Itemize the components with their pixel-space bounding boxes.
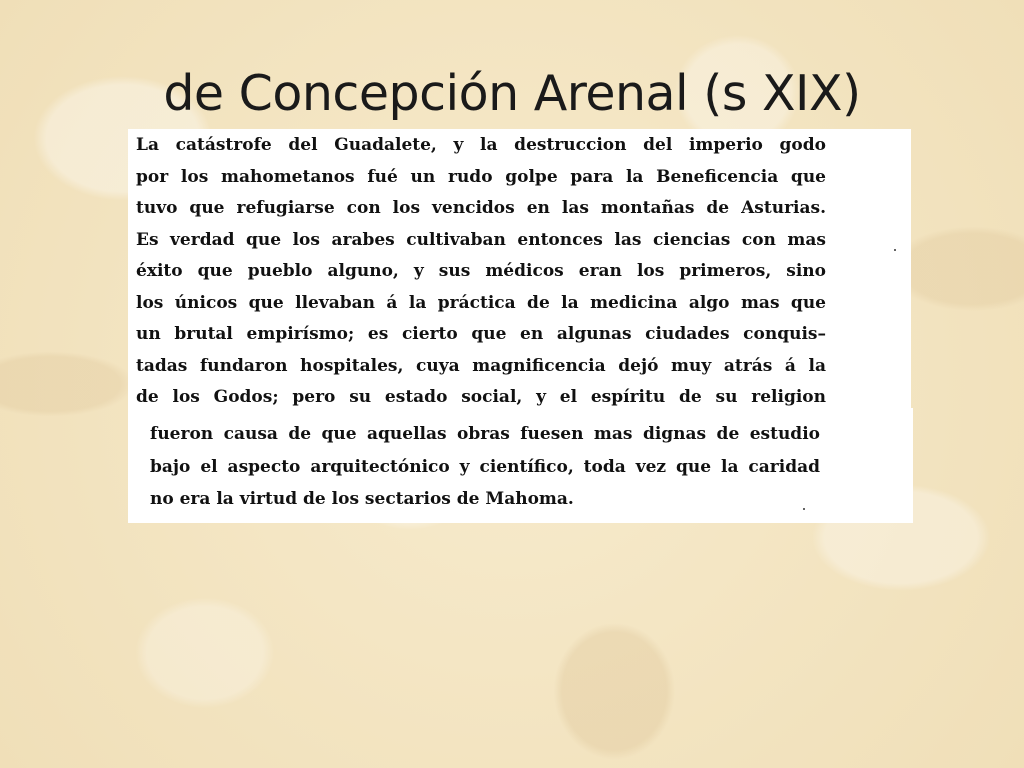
scan-line: tuvo que refugiarse con los vencidos en las montañas de Asturias. [136,198,826,218]
scan-line: los únicos que llevaban á la práctica de la medicina algo mas que [136,292,826,313]
scan-line: un brutal empirísmo; es cierto que en algunas ciudades conquis– [136,324,826,344]
scan-line: por los mahometanos fué un rudo golpe para la Beneficencia que [136,166,826,187]
scan-line: La catástrofe del Guadalete, y la destruccion del imperio godo [136,135,826,155]
slide-title: de Concepción Arenal (s XIX) [163,65,861,122]
scan-speck [803,508,805,510]
scan-line: fueron causa de que aquellas obras fuesen mas dignas de estudio [150,424,820,444]
scan-line: tadas fundaron hospitales, cuya magnificencia dejó muy atrás á la [136,355,826,376]
scan-line: de los Godos; pero su estado social, y el espíritu de su religion [136,387,826,407]
scan-speck [894,249,896,251]
scan-line: Es verdad que los arabes cultivaban entonces las ciencias con mas [136,229,826,250]
scan-line: bajo el aspecto arquitectónico y científico, toda vez que la caridad [150,456,820,477]
scan-line: no era la virtud de los sectarios de Mahoma. [150,489,574,509]
scan-line: éxito que pueblo alguno, y sus médicos eran los primeros, sino [136,261,826,281]
scanned-text-image-bottom [128,408,913,523]
scanned-paragraph-top [136,130,826,414]
scanned-paragraph-bottom [150,418,820,516]
scanned-text-image-top [128,129,911,411]
